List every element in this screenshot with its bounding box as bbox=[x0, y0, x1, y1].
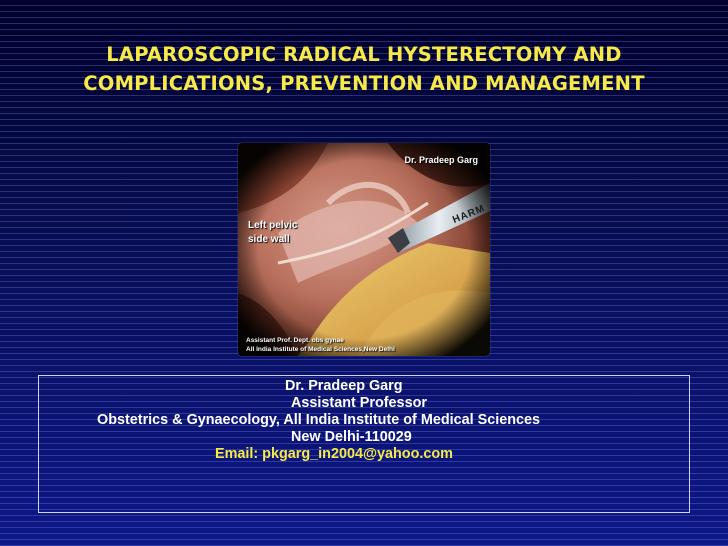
photo-caption-footer: Assistant Prof. Dept. obs gynae All India Institute of Medical Sciences,New Delhi bbox=[246, 337, 395, 353]
slide-title bbox=[10, 40, 718, 98]
slide-title-line-2: COMPLICATIONS, PREVENTION AND MANAGEMENT bbox=[83, 72, 645, 95]
slide-title-line-1: LAPAROSCOPIC RADICAL HYSTERECTOMY AND bbox=[106, 43, 622, 66]
photo-caption-doctor: Dr. Pradeep Garg bbox=[404, 155, 478, 165]
author-city: New Delhi-110029 bbox=[291, 429, 412, 445]
author-email[interactable]: Email: pkgarg_in2004@yahoo.com bbox=[215, 446, 453, 462]
author-department: Obstetrics & Gynaecology, All India Institute of Medical Sciences bbox=[97, 412, 541, 428]
author-role: Assistant Professor bbox=[291, 395, 427, 411]
photo-caption-side-wall: Left pelvic side wall bbox=[248, 220, 298, 245]
author-name: Dr. Pradeep Garg bbox=[285, 378, 403, 394]
photo-caption-instrument: HARM bbox=[451, 203, 487, 226]
author-info-box bbox=[38, 375, 690, 513]
laparoscopic-photo bbox=[238, 143, 490, 356]
laparoscopic-image bbox=[238, 143, 490, 356]
